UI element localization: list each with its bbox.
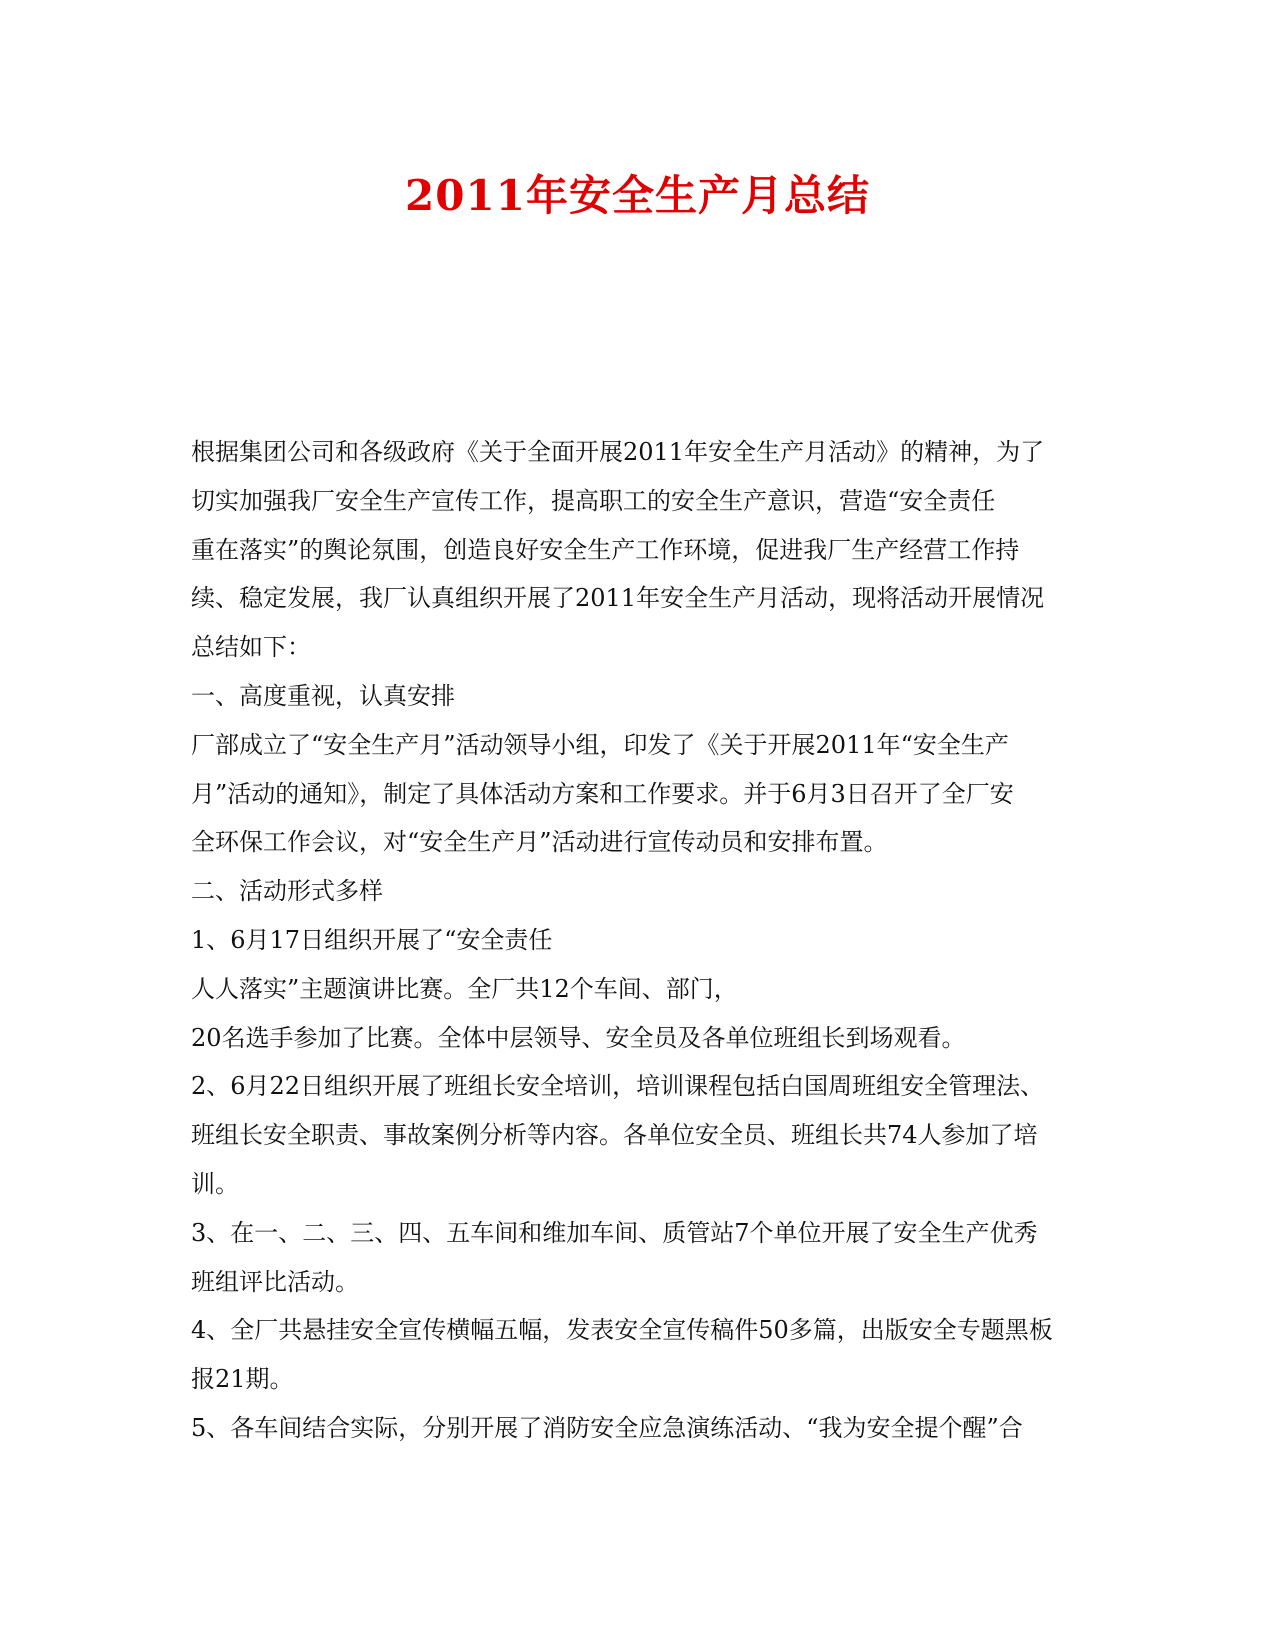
list-item-2-line-3: 训。 xyxy=(191,1169,239,1198)
body-line-3: 重在落实”的舆论氛围，创造良好安全生产工作环境，促进我厂生产经营工作持 xyxy=(191,535,1020,564)
list-item-3-line-1: 3、在一、二、三、四、五车间和维加车间、质管站7个单位开展了安全生产优秀 xyxy=(191,1218,1038,1247)
body-line-8: 月”活动的通知》，制定了具体活动方案和工作要求。并于6月3日召开了全厂安 xyxy=(191,779,1014,808)
body-line-9: 全环保工作会议，对“安全生产月”活动进行宣传动员和安排布置。 xyxy=(191,828,888,857)
list-item-4-line-1: 4、全厂共悬挂安全宣传横幅五幅，发表安全宣传稿件50多篇，出版安全专题黑板 xyxy=(191,1316,1053,1345)
list-item-2-line-1: 2、6月22日组织开展了班组长安全培训，培训课程包括白国周班组安全管理法、 xyxy=(191,1072,1045,1101)
document-title: 2011年安全生产月总结 xyxy=(405,171,870,220)
body-line-4: 续、稳定发展，我厂认真组织开展了2011年安全生产月活动，现将活动开展情况 xyxy=(191,584,1045,613)
body-line-5: 总结如下： xyxy=(191,633,311,662)
body-line-1: 根据集团公司和各级政府《关于全面开展2011年安全生产月活动》的精神，为了 xyxy=(191,438,1045,466)
body-line-2: 切实加强我厂安全生产宣传工作，提高职工的安全生产意识，营造“安全责任 xyxy=(191,486,996,515)
list-item-4-line-2: 报21期。 xyxy=(191,1365,294,1394)
document-body xyxy=(191,428,1091,1453)
list-item-3-line-2: 班组评比活动。 xyxy=(191,1267,359,1296)
list-item-1-line-2: 人人落实”主题演讲比赛。全厂共12个车间、部门， xyxy=(191,974,738,1003)
section-heading-1: 一、高度重视，认真安排 xyxy=(191,681,455,710)
list-item-2-line-2: 班组长安全职责、事故案例分析等内容。各单位安全员、班组长共74人参加了培 xyxy=(191,1121,1038,1150)
body-line-7: 厂部成立了“安全生产月”活动领导小组，印发了《关于开展2011年“安全生产 xyxy=(191,730,1009,759)
list-item-1-line-1: 1、6月17日组织开展了“安全责任 xyxy=(191,925,553,954)
section-heading-2: 二、活动形式多样 xyxy=(191,877,383,906)
list-item-5-line-1: 5、各车间结合实际，分别开展了消防安全应急演练活动、“我为安全提个醒”合 xyxy=(191,1413,1023,1442)
list-item-1-line-3: 20名选手参加了比赛。全体中层领导、安全员及各单位班组长到场观看。 xyxy=(191,1023,966,1052)
